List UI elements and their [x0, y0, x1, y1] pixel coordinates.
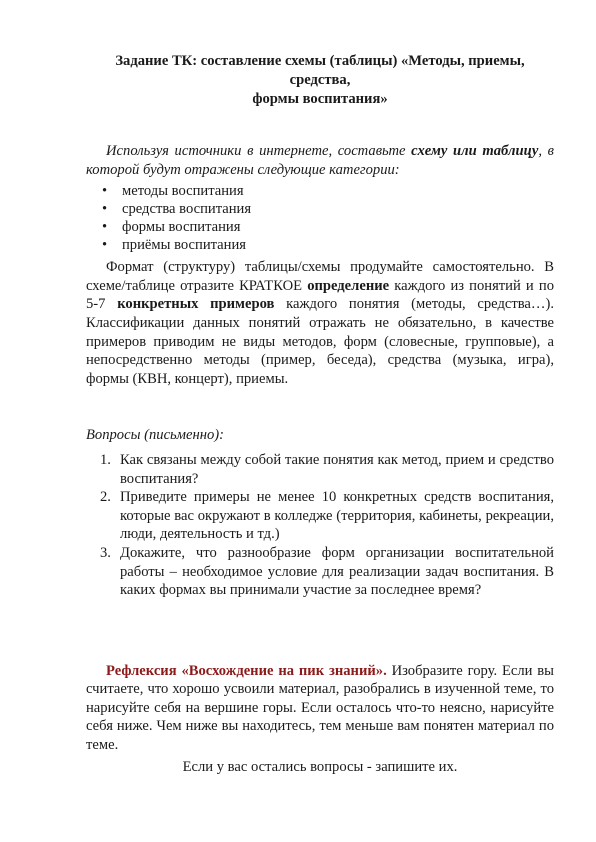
category-label: приёмы воспитания — [122, 237, 246, 254]
format-bold-definition: определение — [307, 277, 390, 294]
format-text-1: Формат (структуру) таблицы/схемы продумайте самостоятельно. В схеме/таблице отразите КРАТКОЕ — [86, 259, 554, 294]
question-text: Приведите примеры не менее 10 конкретных средств воспитания, которые вас окружают в колледже (территория, кабинеты, рекреации, люди, деятельность и тд.) — [120, 489, 554, 543]
assignment-title — [86, 52, 554, 109]
category-label: методы воспитания — [122, 183, 244, 200]
format-text-2: каждого из понятий и по 5-7 — [86, 277, 554, 313]
reflection-text: Изобразите гору. Если вы считаете, что хорошо усвоили материал, разобрались в изученной теме, то нарисуйте себя на вершине горы. Если осталось что-то неясно, нарисуйте себя ниже. Чем ниже вы находитесь, тем меньше вам понятен материал по теме. — [86, 662, 554, 754]
question-number: 1. — [100, 451, 111, 468]
questions-list — [86, 451, 554, 600]
question-number: 3. — [100, 544, 111, 561]
bullet-icon: • — [102, 237, 108, 254]
reflection-paragraph — [86, 662, 554, 755]
format-text-3: каждого понятия (методы, средства…). Классификации данных понятий отражать не обязательно, в качестве примеров приводим не виды методов, форм (словесные, групповые), а непосредственно методы (пример, беседа), средства (музыка, игра), формы (КВН, концерт), приемы. — [86, 296, 555, 387]
category-item — [100, 182, 554, 200]
question-text: Докажите, что разнообразие форм организации воспитательной работы – необходимое условие для реализации задач воспитания. В каких формах вы принимали участие за последнее время? — [120, 544, 554, 599]
category-label: формы воспитания — [122, 219, 241, 236]
question-text: Как связаны между собой такие понятия как метод, прием и средство воспитания? — [120, 451, 554, 487]
bullet-icon: • — [102, 219, 108, 236]
questions-heading: Вопросы (письменно): — [86, 427, 224, 444]
question-item — [100, 451, 554, 488]
format-bold-examples: конкретных примеров — [117, 296, 275, 313]
category-item — [100, 200, 554, 218]
category-label: средства воспитания — [122, 201, 252, 218]
reflection-title: Рефлексия «Восхождение на пик знаний». — [106, 662, 387, 679]
category-item — [100, 236, 554, 254]
intro-text-2: , в которой будут отражены следующие категории: — [86, 143, 555, 178]
question-item — [100, 488, 554, 544]
title-line-2: формы воспитания» — [252, 91, 388, 107]
bullet-icon: • — [102, 183, 108, 200]
intro-paragraph — [86, 142, 554, 179]
bullet-icon: • — [102, 201, 108, 218]
title-line-1: Задание ТК: составление схемы (таблицы) «Методы, приемы, средства, — [115, 53, 525, 88]
intro-text-1: Используя источники в интернете, составьте — [106, 143, 412, 159]
category-item — [100, 218, 554, 236]
final-note: Если у вас остались вопросы - запишите их. — [182, 758, 458, 775]
question-number: 2. — [100, 489, 111, 506]
format-paragraph — [86, 258, 554, 388]
categories-list — [86, 182, 554, 254]
intro-emphasis: схему или таблицу — [411, 143, 539, 159]
question-item — [100, 544, 554, 600]
